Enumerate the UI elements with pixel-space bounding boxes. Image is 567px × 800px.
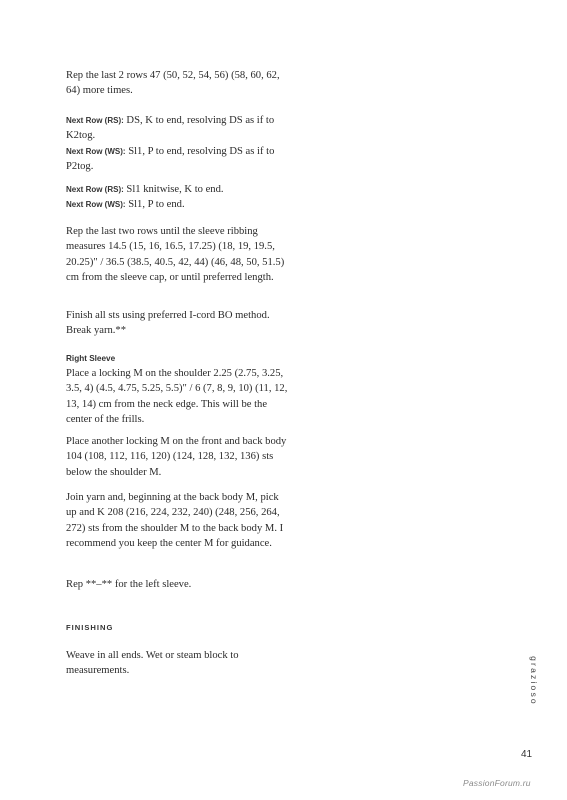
right-sleeve-heading: Right Sleeve — [66, 354, 116, 363]
row-label: Next Row (WS): — [66, 200, 126, 209]
paragraph-another-m: Place another locking M on the front and back body 104 (108, 112, 116, 120) (124, 128, 132, 136) sts below the shoulder M. — [66, 436, 287, 478]
next-row-rs-1 — [66, 113, 288, 144]
row-text: Sl1, P to end. — [125, 199, 185, 210]
paragraph-sleeve-ribbing: Rep the last two rows until the sleeve ribbing measures 14.5 (15, 16, 16.5, 17.25) (18, 19, 19.5, 20.25)" / 36.5 (38.5, 40.5, 42, 44) (46, 48, 50, 51.5) cm from the sleeve cap, or until preferred length. — [66, 226, 285, 283]
row-label: Next Row (RS): — [66, 185, 124, 194]
finishing-heading: FINISHING — [66, 623, 114, 632]
row-label: Next Row (WS): — [66, 147, 126, 156]
paragraph-weave-ends: Weave in all ends. Wet or steam block to measurements. — [66, 650, 239, 677]
paragraph-rep-rows: Rep the last 2 rows 47 (50, 52, 54, 56) (58, 60, 62, 64) more times. — [66, 70, 280, 97]
row-label: Next Row (RS): — [66, 116, 124, 125]
next-row-rs-2 — [66, 182, 288, 197]
brand-vertical-text: grazioso — [529, 656, 539, 706]
next-row-ws-2 — [66, 197, 288, 212]
row-text: Sl1 knitwise, K to end. — [123, 184, 224, 195]
paragraph-join-yarn: Join yarn and, beginning at the back body M, pick up and K 208 (216, 224, 232, 240) (248, 256, 264, 272) sts from the shoulder M to the back body M. I recommend you keep the center M for guidance. — [66, 492, 284, 549]
paragraph-locking-m: Place a locking M on the shoulder 2.25 (2.75, 3.25, 3.5, 4) (4.5, 4.75, 5.25, 5.5)" / 6 (7, 8, 9, 10) (11, 12, 13, 14) cm from the neck edge. This will be the center of the frills. — [66, 368, 288, 425]
watermark-text: PassionForum.ru — [463, 778, 531, 788]
next-row-ws-1 — [66, 144, 288, 175]
paragraph-finish-sts: Finish all sts using preferred I-cord BO method. Break yarn.** — [66, 310, 270, 337]
row-text: Sl1, P to end, resolving DS as if to P2tog. — [66, 146, 275, 173]
row-text: DS, K to end, resolving DS as if to K2tog. — [66, 115, 275, 142]
paragraph-rep-left-sleeve: Rep **–** for the left sleeve. — [66, 579, 192, 590]
page-number: 41 — [521, 749, 533, 760]
